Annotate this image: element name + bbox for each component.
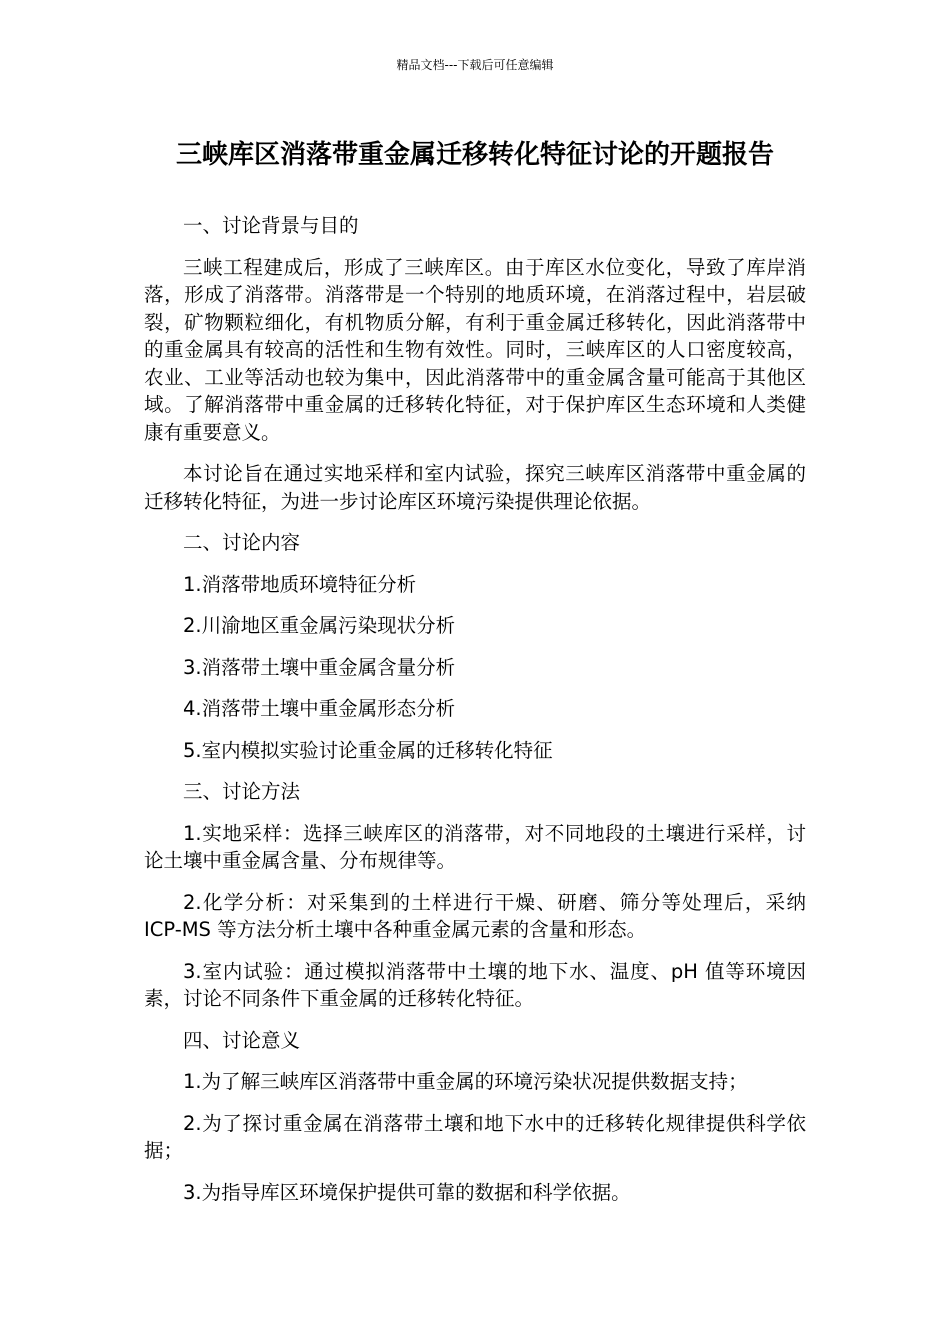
method-item: 2.化学分析：对采集到的土样进行干燥、研磨、筛分等处理后，采纳 ICP-MS 等方法分析土壤中各种重金属元素的含量和形态。 bbox=[144, 890, 806, 941]
significance-item: 3.为指导库区环境保护提供可靠的数据和科学依据。 bbox=[183, 1180, 631, 1204]
section-heading-content: 二、讨论内容 bbox=[183, 531, 301, 554]
paragraph-background: 三峡工程建成后，形成了三峡库区。由于库区水位变化，导致了库岸消落，形成了消落带。消落带是一个特别的地质环境，在消落过程中，岩层破裂，矿物颗粒细化，有机物质分解，有利于重金属迁移转化，因此消落带中的重金属具有较高的活性和生物有效性。同时，三峡库区的人口密度较高，农业、工业等活动也较为集中，因此消落带中的重金属含量可能高于其他区域。了解消落带中重金属的迁移转化特征，对于保护库区生态环境和人类健康有重要意义。 bbox=[144, 255, 806, 444]
list-item: 2.川渝地区重金属污染现状分析 bbox=[183, 614, 456, 637]
list-item: 5.室内模拟实验讨论重金属的迁移转化特征 bbox=[183, 738, 553, 762]
list-item: 4.消落带土壤中重金属形态分析 bbox=[183, 697, 456, 720]
significance-item: 1.为了解三峡库区消落带中重金属的环境污染状况提供数据支持； bbox=[183, 1070, 748, 1093]
document-body bbox=[144, 212, 806, 1220]
page-header: 精品文档---下载后可任意编辑 bbox=[396, 58, 554, 72]
section-heading-significance: 四、讨论意义 bbox=[183, 1028, 301, 1052]
list-item: 3.消落带土壤中重金属含量分析 bbox=[183, 655, 456, 679]
method-item: 3.室内试验：通过模拟消落带中土壤的地下水、温度、pH 值等环境因素，讨论不同条件下重金属的迁移转化特征。 bbox=[144, 959, 806, 1010]
significance-item: 2.为了探讨重金属在消落带土壤和地下水中的迁移转化规律提供科学依据； bbox=[144, 1111, 806, 1162]
section-heading-background: 一、讨论背景与目的 bbox=[183, 214, 359, 237]
document-title: 三峡库区消落带重金属迁移转化特征讨论的开题报告 bbox=[175, 140, 774, 170]
section-heading-methods: 三、讨论方法 bbox=[183, 780, 301, 803]
paragraph-purpose: 本讨论旨在通过实地采样和室内试验，探究三峡库区消落带中重金属的迁移转化特征，为进一步讨论库区环境污染提供理论依据。 bbox=[144, 462, 806, 513]
method-item: 1.实地采样：选择三峡库区的消落带，对不同地段的土壤进行采样，讨论土壤中重金属含量、分布规律等。 bbox=[144, 821, 806, 872]
list-item: 1.消落带地质环境特征分析 bbox=[183, 572, 417, 596]
